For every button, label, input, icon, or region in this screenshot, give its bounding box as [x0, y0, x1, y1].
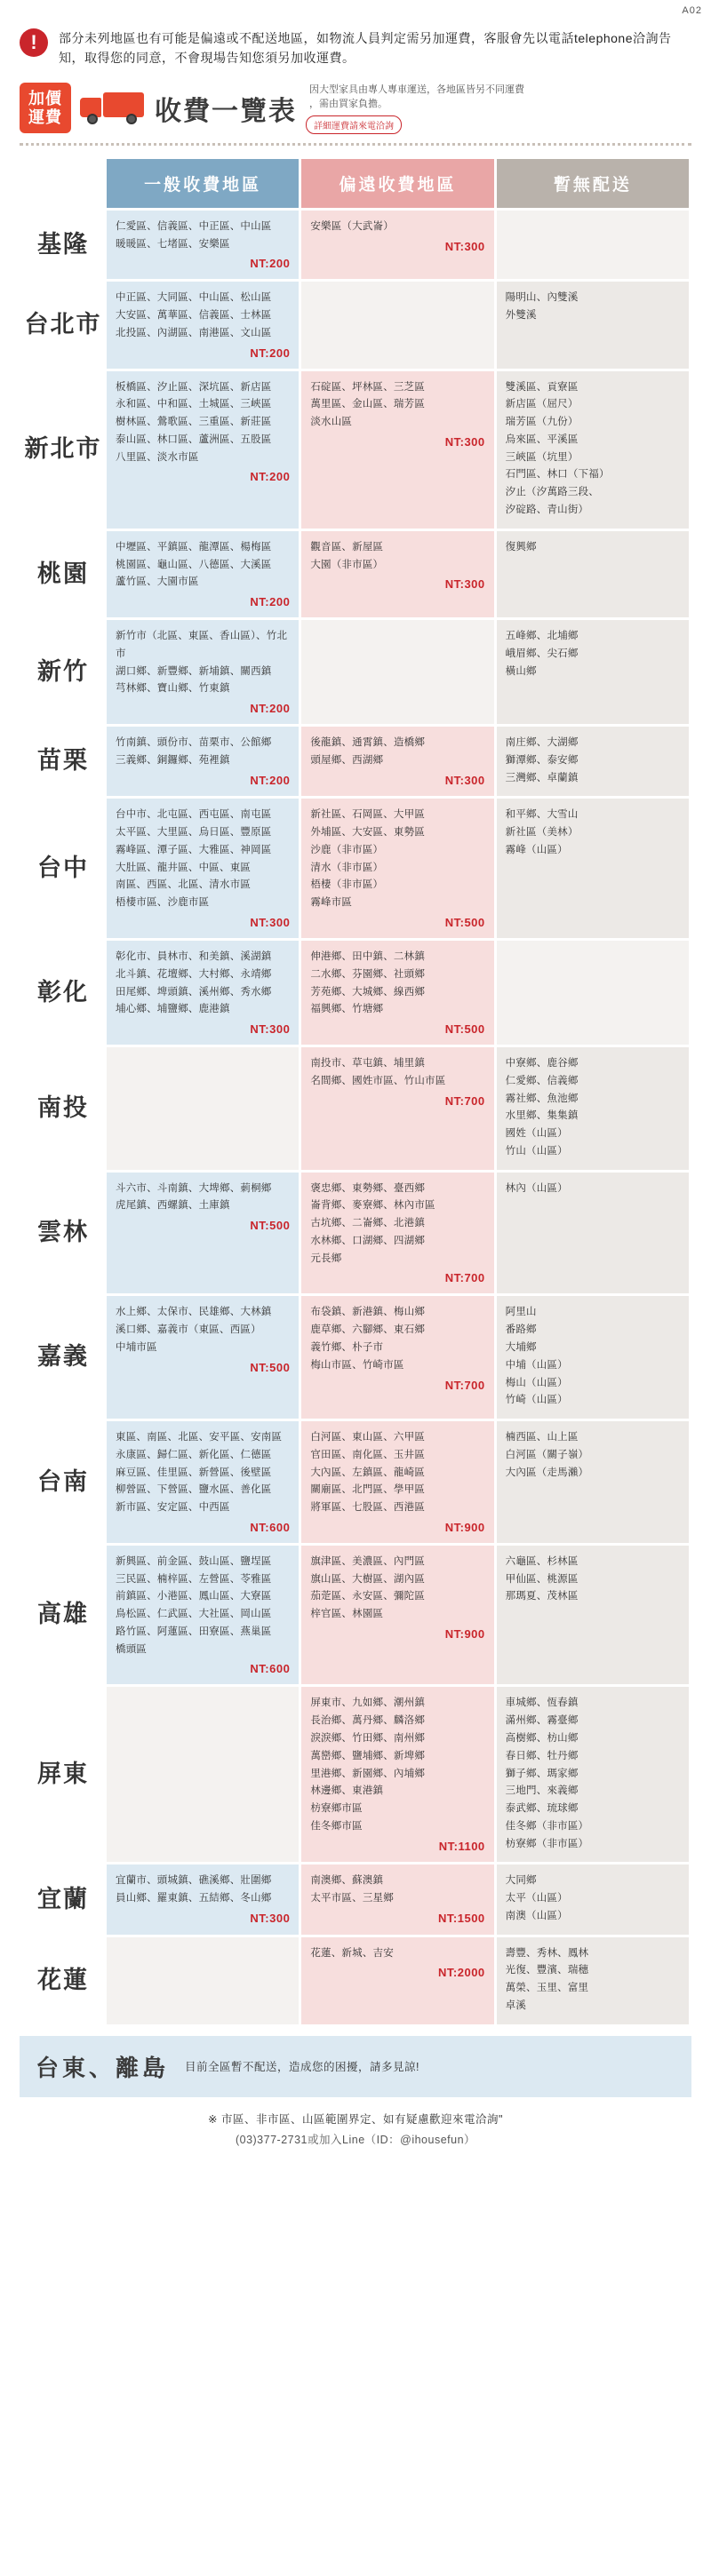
area-list: 觀音區、新屋區 大園（非市區）: [310, 541, 384, 570]
price-label: NT:200: [250, 346, 291, 360]
cell-none: [497, 941, 689, 1045]
table-row: [22, 1937, 689, 2024]
price-label: NT:500: [444, 1022, 485, 1037]
cell-normal: [107, 1421, 299, 1543]
footer-line-2: (03)377-2731或加入Line（ID：@ihousefun）: [235, 2134, 476, 2147]
area-list: 布袋鎮、新港鎮、梅山鄉 鹿草鄉、六腳鄉、東石鄉 義竹鄉、朴子市 梅山市區、竹崎市區: [310, 1307, 426, 1371]
cell-normal: [107, 1296, 299, 1419]
cell-normal: [107, 211, 299, 280]
table-row: [22, 1864, 689, 1934]
price-label: NT:500: [250, 1219, 291, 1233]
cell-normal: [107, 727, 299, 796]
area-list: 楠西區、山上區 白河區（關子嶺） 大內區（走馬瀨）: [505, 1432, 589, 1478]
cell-remote: [301, 1546, 493, 1685]
area-list: 褒忠鄉、東勢鄉、臺西鄉 崙背鄉、麥寮鄉、林內市區 古坑鄉、二崙鄉、北港鎮 水林鄉、口湖鄉、四湖鄉 元長鄉: [310, 1182, 435, 1264]
cell-normal: [107, 799, 299, 938]
area-list: 中壢區、平鎮區、龍潭區、楊梅區 桃園區、龜山區、八德區、大溪區 蘆竹區、大園市區: [116, 541, 272, 588]
area-list: 屏東市、九如鄉、潮州鎮 長治鄉、萬丹鄉、麟洛鄉 淚淚鄉、竹田鄉、南州鄉 萬巒鄉、鹽埔鄉、新埤鄉 里港鄉、新園鄉、內埔鄉 林邊鄉、東港鎮 枋寮鄉市區 佳冬鄉市區: [310, 1697, 426, 1832]
cell-remote: [301, 799, 493, 938]
cell-normal: [107, 531, 299, 617]
price-label: NT:300: [250, 915, 291, 929]
area-list: 車城鄉、恆春鎮 滿州鄉、霧臺鄉 高樹鄉、枋山鄉 春日鄉、牡丹鄉 獅子鄉、瑪家鄉 三地門、來義鄉 泰武鄉、琉球鄉 佳冬鄉（非市區） 枋寮鄉（非市區）: [505, 1697, 589, 1849]
col-region: [22, 159, 104, 208]
area-list: 後龍鎮、通霄鎮、造橋鄉 頭屋鄉、西湖鄉: [310, 737, 426, 766]
truck-icon: [80, 91, 146, 126]
cell-none: [497, 531, 689, 617]
price-label: NT:300: [444, 773, 485, 787]
cell-remote: [301, 1047, 493, 1170]
area-list: 阿里山 番路鄉 大埔鄉 中埔（山區） 梅山（山區） 竹崎（山區）: [505, 1307, 568, 1406]
table-row: [22, 941, 689, 1045]
cell-remote: [301, 371, 493, 529]
price-label: NT:600: [250, 1520, 291, 1534]
price-label: NT:200: [250, 257, 291, 271]
cell-none: [497, 1421, 689, 1543]
cell-none: [497, 799, 689, 938]
area-list: 南澳鄉、蘇澳鎮 太平市區、三星鄉: [310, 1875, 394, 1904]
cell-normal: [107, 1047, 299, 1170]
table-row: [22, 1296, 689, 1419]
cell-none: [497, 1173, 689, 1294]
area-list: 中寮鄉、鹿谷鄉 仁愛鄉、信義鄉 霧社鄉、魚池鄉 水里鄉、集集鎮 國姓（山區） 竹山（山區）: [505, 1058, 579, 1157]
area-list: 大同鄉 太平（山區） 南澳（山區）: [505, 1875, 568, 1921]
area-list: 陽明山、內雙溪 外雙溪: [505, 292, 579, 322]
cell-normal: [107, 1173, 299, 1294]
cell-none: [497, 620, 689, 724]
cell-normal: [107, 941, 299, 1045]
region-label: 桃園: [37, 560, 89, 587]
region-label: 花蓮: [37, 1966, 89, 1993]
cell-none: [497, 282, 689, 368]
cell-none: [497, 1937, 689, 2024]
area-list: 新竹市（北區、東區、香山區）、竹北市 湖口鄉、新豐鄉、新埔鎮、關西鎮 芎林鄉、寶山鄉、竹東鎮: [116, 631, 288, 695]
area-list: 五峰鄉、北埔鄉 峨眉鄉、尖石鄉 橫山鄉: [505, 631, 579, 677]
cell-normal: [107, 1864, 299, 1934]
price-label: NT:300: [250, 1022, 291, 1037]
footer-line-1: ※ 市區、非市區、山區範圍界定、如有疑慮歡迎來電洽詢": [208, 2112, 503, 2126]
col-remote: 偏遠收費地區: [301, 159, 493, 208]
cell-normal: [107, 371, 299, 529]
cell-remote: [301, 1937, 493, 2024]
table-row: [22, 1546, 689, 1685]
region-label: 屏東: [37, 1761, 89, 1788]
area-list: 中正區、大同區、中山區、松山區 大安區、萬華區、信義區、士林區 北投區、內湖區、南港區、文山區: [116, 292, 272, 338]
price-label: NT:700: [444, 1271, 485, 1285]
area-list: 石碇區、坪林區、三芝區 萬里區、金山區、瑞芳區 淡水山區: [310, 381, 426, 428]
area-list: 和平鄉、大雪山 新社區（美林） 霧峰（山區）: [505, 809, 579, 855]
page-title: 收費一覽表: [155, 96, 297, 126]
area-list: 南投市、草屯鎮、埔里鎮 名間鄉、國姓市區、竹山市區: [310, 1058, 446, 1086]
contact-note-button[interactable]: 詳細運費請來電洽詢: [306, 115, 402, 134]
cell-none: [497, 1546, 689, 1685]
region-label: 高雄: [37, 1601, 89, 1628]
region-label: 宜蘭: [37, 1885, 89, 1912]
cell-remote: [301, 1421, 493, 1543]
area-list: 復興鄉: [505, 541, 537, 553]
area-list: 宜蘭市、頭城鎮、礁溪鄉、壯圍鄉 員山鄉、羅東鎮、五結鄉、冬山鄉: [116, 1875, 272, 1904]
table-row: [22, 282, 689, 368]
region-label: 雲林: [37, 1219, 89, 1246]
islands-title: 台東、離島: [36, 2054, 170, 2081]
page-code: A02: [682, 5, 702, 16]
area-list: 板橋區、汐止區、深坑區、新店區 永和區、中和區、土城區、三峽區 樹林區、鶯歌區、三重區、新莊區 泰山區、林口區、蘆洲區、五股區 八里區、淡水市區: [116, 381, 272, 463]
cell-normal: [107, 1546, 299, 1685]
cell-none: [497, 211, 689, 280]
price-label: NT:300: [444, 577, 485, 592]
price-label: NT:700: [444, 1378, 485, 1392]
cell-remote: [301, 1296, 493, 1419]
area-list: 新興區、前金區、鼓山區、鹽埕區 三民區、楠梓區、左營區、苓雅區 前鎮區、小港區、鳳山區、大寮區 鳥松區、仁武區、大社區、岡山區 路竹區、阿蓮區、田寮區、燕巢區 橋頭區: [116, 1555, 272, 1655]
price-label: NT:500: [444, 915, 485, 929]
cell-normal: [107, 1687, 299, 1862]
cell-remote: [301, 211, 493, 280]
price-label: NT:900: [444, 1626, 485, 1641]
price-label: NT:600: [250, 1662, 291, 1676]
notice-text: 部分未列地區也有可能是偏遠或不配送地區，如物流人員判定需另加運費，客服會先以電話telephone洽詢告知，取得您的同意，不會現場告知您須另加收運費。: [59, 31, 672, 66]
cell-normal: [107, 1937, 299, 2024]
area-list: 伸港鄉、田中鎮、二林鎮 二水鄉、芬園鄉、社頭鄉 芳苑鄉、大城鄉、線西鄉 福興鄉、竹塘鄉: [310, 950, 426, 1015]
area-list: 白河區、東山區、六甲區 官田區、南化區、玉井區 大內區、左鎮區、龍崎區 關廟區、北門區、學甲區 將軍區、七股區、西港區: [310, 1432, 426, 1514]
area-list: 新社區、石岡區、大甲區 外埔區、大安區、東勢區 沙鹿（非市區） 清水（非市區） 梧棲（非市區） 霧峰市區: [310, 809, 426, 909]
price-label: NT:300: [250, 1911, 291, 1925]
area-list: 安樂區（大武崙）: [310, 220, 394, 232]
price-label: NT:200: [250, 702, 291, 716]
table-row: [22, 727, 689, 796]
table-body: [22, 211, 689, 2024]
area-list: 雙溪區、貢寮區 新店區（屈尺） 瑞芳區（九份） 烏來區、平溪區 三峽區（坑里） 石門區、林口（下福） 汐止（汐萬路三段、 汐碇路、青山街）: [505, 381, 610, 515]
region-label: 彰化: [37, 978, 89, 1006]
region-label: 苗栗: [37, 747, 89, 775]
area-list: 彰化市、員林市、和美鎮、溪湖鎮 北斗鎮、花壇鄉、大村鄉、永靖鄉 田尾鄉、埤頭鎮、溪州鄉、秀水鄉 埔心鄉、埔鹽鄉、鹿港鎮: [116, 950, 272, 1015]
area-list: 壽豐、秀林、鳳林 光復、豐濱、瑞穗 萬榮、玉里、富里 卓溪: [505, 1947, 589, 2011]
area-list: 水上鄉、太保市、民雄鄉、大林鎮 溪口鄉、嘉義市（東區、西區） 中埔市區: [116, 1307, 272, 1353]
table-header-row: [22, 159, 689, 208]
price-label: NT:700: [444, 1093, 485, 1108]
cell-remote: [301, 620, 493, 724]
table-row: [22, 371, 689, 529]
price-label: NT:2000: [438, 1966, 485, 1980]
table-row: [22, 1687, 689, 1862]
cell-none: [497, 1047, 689, 1170]
cell-none: [497, 727, 689, 796]
region-label: 嘉義: [37, 1343, 89, 1371]
cell-remote: [301, 1687, 493, 1862]
price-label: NT:200: [250, 470, 291, 484]
region-label: 台南: [37, 1467, 89, 1495]
cell-remote: [301, 282, 493, 368]
area-list: 台中市、北屯區、西屯區、南屯區 太平區、大里區、烏日區、豐原區 霧峰區、潭子區、大雅區、神岡區 大肚區、龍井區、中區、東區 南區、西區、北區、清水市區 梧棲市區、沙鹿市區: [116, 809, 272, 909]
area-list: 竹南鎮、頭份市、苗栗市、公館鄉 三義鄉、銅鑼鄉、苑裡鎮: [116, 737, 272, 766]
islands-notice: [20, 2036, 691, 2097]
price-label: NT:1100: [438, 1839, 485, 1853]
top-notice: [20, 28, 691, 68]
header-sub-line1: 因大型家具由專人專車運送，各地區皆另不同運費: [309, 83, 524, 95]
table-row: [22, 1047, 689, 1170]
region-label: 新竹: [37, 657, 89, 685]
fee-table: [20, 156, 691, 2027]
cell-normal: [107, 620, 299, 724]
price-label: NT:1500: [438, 1911, 485, 1925]
exclamation-icon: !: [20, 28, 48, 57]
table-row: [22, 531, 689, 617]
surcharge-badge: 加價 運費: [20, 83, 71, 133]
table-row: [22, 620, 689, 724]
region-label: 基隆: [37, 230, 89, 258]
table-row: [22, 1173, 689, 1294]
footer-note: [20, 2110, 691, 2152]
header-sub-line2: ，需由買家負擔。: [309, 99, 387, 110]
price-label: NT:900: [444, 1520, 485, 1534]
cell-remote: [301, 1864, 493, 1934]
cell-none: [497, 1864, 689, 1934]
region-label: 台北市: [24, 311, 102, 338]
cell-remote: [301, 1173, 493, 1294]
cell-normal: [107, 282, 299, 368]
cell-none: [497, 1687, 689, 1862]
area-list: 花蓮、新城、吉安: [310, 1947, 394, 1959]
cell-remote: [301, 727, 493, 796]
region-label: 新北市: [24, 435, 102, 463]
area-list: 旗津區、美濃區、內門區 旗山區、大樹區、湖內區 茄萣區、永安區、彌陀區 梓官區、林園區: [310, 1555, 426, 1620]
col-none: 暫無配送: [497, 159, 689, 208]
islands-text: 目前全區暫不配送，造成您的困擾，請多見諒!: [185, 2061, 419, 2074]
cell-none: [497, 371, 689, 529]
area-list: 斗六市、斗南鎮、大埤鄉、莿桐鄉 虎尾鎮、西螺鎮、土庫鎮: [116, 1182, 272, 1212]
table-row: [22, 1421, 689, 1543]
price-label: NT:300: [444, 434, 485, 449]
header-band: [20, 83, 691, 146]
area-list: 仁愛區、信義區、中正區、中山區 暖暖區、七堵區、安樂區: [116, 220, 272, 250]
area-list: 六龜區、杉林區 甲仙區、桃源區 那瑪夏、茂林區: [505, 1555, 579, 1602]
area-list: 東區、南區、北區、安平區、安南區 永康區、歸仁區、新化區、仁德區 麻豆區、佳里區、新營區、後壁區 柳營區、下營區、鹽水區、善化區 新市區、安定區、中西區: [116, 1432, 283, 1514]
region-label: 台中: [37, 854, 89, 881]
region-label: 南投: [37, 1094, 89, 1121]
area-list: 林內（山區）: [505, 1182, 568, 1194]
price-label: NT:500: [250, 1360, 291, 1374]
cell-none: [497, 1296, 689, 1419]
price-label: NT:300: [444, 239, 485, 253]
col-normal: 一般收費地區: [107, 159, 299, 208]
table-row: [22, 211, 689, 280]
table-row: [22, 799, 689, 938]
price-label: NT:200: [250, 595, 291, 609]
price-label: NT:200: [250, 773, 291, 787]
cell-remote: [301, 531, 493, 617]
cell-remote: [301, 941, 493, 1045]
area-list: 南庄鄉、大湖鄉 獅潭鄉、泰安鄉 三灣鄉、卓蘭鎮: [505, 737, 579, 783]
